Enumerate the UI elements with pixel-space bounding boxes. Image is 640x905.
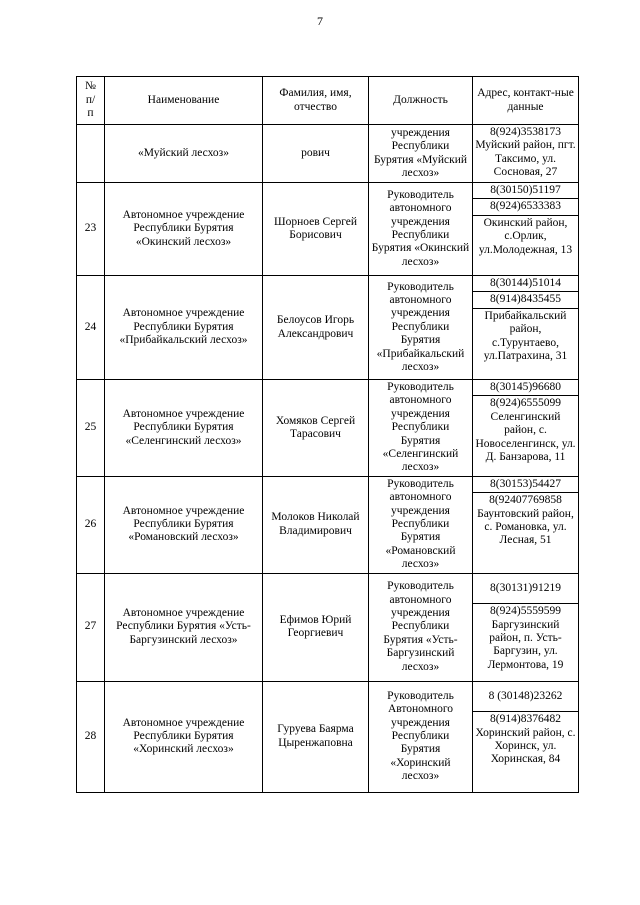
header-num-line: п/ xyxy=(85,93,96,106)
header-num-line: № xyxy=(85,80,96,93)
cell-name: Автономное учреждение Республики Бурятия «Хоринский лесхоз» xyxy=(105,681,263,792)
cell-num: 28 xyxy=(77,681,105,792)
contact-entry: 8(30144)51014 xyxy=(473,276,578,292)
cell-person: Гуруева Баярма Цыренжаповна xyxy=(263,681,369,792)
cell-position: Руководитель автономного учреждения Республики Бурятия «Усть-Баргузинский лесхоз» xyxy=(369,573,473,681)
cell-position: Руководитель автономного учреждения Республики Бурятия «Селенгинский лесхоз» xyxy=(369,380,473,477)
cell-position: Руководитель автономного учреждения Республики Бурятия «Окинский лесхоз» xyxy=(369,183,473,276)
cell-person: рович xyxy=(263,125,369,183)
cell-position: Руководитель автономного учреждения Республики Бурятия «Прибайкальский лесхоз» xyxy=(369,276,473,380)
cell-name: Автономное учреждение Республики Бурятия «Окинский лесхоз» xyxy=(105,183,263,276)
contact-entry: 8 (30148)23262 xyxy=(473,682,578,712)
contact-entry: Окинский район, с.Орлик, ул.Молодежная, 13 xyxy=(478,216,573,256)
contact-entry: 8(30153)54427 xyxy=(473,477,578,493)
cell-person: Ефимов Юрий Георгиевич xyxy=(263,573,369,681)
table-row xyxy=(77,380,579,477)
cell-person: Белоусов Игорь Александрович xyxy=(263,276,369,380)
cell-num: 26 xyxy=(77,476,105,573)
cell-contacts xyxy=(473,276,579,380)
contact-entry: 8(924)6555099 Селенгинский район, с. Новоселенгинск, ул. Д. Банзарова, 11 xyxy=(475,397,576,464)
cell-contacts xyxy=(473,125,579,183)
header-name: Наименование xyxy=(105,77,263,125)
cell-num: 23 xyxy=(77,183,105,276)
contact-entry: 8(924)3538173 Муйский район, пгт. Таксимо, ул. Сосновая, 27 xyxy=(475,126,576,179)
table-row xyxy=(77,183,579,276)
cell-position: Руководитель Автономного учреждения Республики Бурятия «Хоринский лесхоз» xyxy=(369,681,473,792)
cell-name: Автономное учреждение Республики Бурятия «Селенгинский лесхоз» xyxy=(105,380,263,477)
cell-person: Шорноев Сергей Борисович xyxy=(263,183,369,276)
contact-entry: 8(92407769858 Баунтовский район, с. Романовка, ул. Лесная, 51 xyxy=(477,494,574,547)
cell-contacts xyxy=(473,476,579,573)
contact-entry: 8(924)5559599 Баргузинский район, п. Усть-Баргузин, ул. Лермонтова, 19 xyxy=(487,605,564,671)
header-num xyxy=(77,77,105,125)
cell-contacts xyxy=(473,183,579,276)
header-position: Должность xyxy=(369,77,473,125)
cell-contacts xyxy=(473,380,579,477)
cell-num: 24 xyxy=(77,276,105,380)
contact-entry: 8(924)6533383 xyxy=(473,199,578,215)
cell-name: Автономное учреждение Республики Бурятия «Прибайкальский лесхоз» xyxy=(105,276,263,380)
page-number: 7 xyxy=(317,14,323,28)
cell-position: учреждения Республики Бурятия «Муйский лесхоз» xyxy=(369,125,473,183)
cell-name: «Муйский лесхоз» xyxy=(105,125,263,183)
table-row xyxy=(77,476,579,573)
cell-person: Хомяков Сергей Тарасович xyxy=(263,380,369,477)
header-person: Фамилия, имя, отчество xyxy=(263,77,369,125)
cell-num: 27 xyxy=(77,573,105,681)
contact-entry: 8(30131)91219 xyxy=(473,574,578,604)
contact-entry: 8(914)8376482 Хоринский район, с. Хоринск, ул. Хоринская, 84 xyxy=(475,713,576,766)
contact-entry: 8(914)8435455 xyxy=(473,292,578,308)
header-num-line: п xyxy=(87,107,94,120)
contact-entry: 8(30145)96680 xyxy=(473,380,578,396)
table-row xyxy=(77,276,579,380)
table-row xyxy=(77,681,579,792)
cell-person: Молоков Николай Владимирович xyxy=(263,476,369,573)
table-row xyxy=(77,573,579,681)
cell-num xyxy=(77,125,105,183)
header-row xyxy=(77,77,579,125)
cell-name: Автономное учреждение Республики Бурятия «Усть-Баргузинский лесхоз» xyxy=(105,573,263,681)
cell-contacts xyxy=(473,573,579,681)
table-row xyxy=(77,125,579,183)
cell-contacts xyxy=(473,681,579,792)
header-address: Адрес, контакт-ные данные xyxy=(473,77,579,125)
organizations-table xyxy=(76,76,579,793)
cell-position: Руководитель автономного учреждения Республики Бурятия «Романовский лесхоз» xyxy=(369,476,473,573)
contact-entry: 8(30150)51197 xyxy=(473,183,578,199)
cell-num: 25 xyxy=(77,380,105,477)
cell-name: Автономное учреждение Республики Бурятия «Романовский лесхоз» xyxy=(105,476,263,573)
contact-entry: Прибайкальский район, с.Турунтаево, ул.Патрахина, 31 xyxy=(483,309,568,363)
